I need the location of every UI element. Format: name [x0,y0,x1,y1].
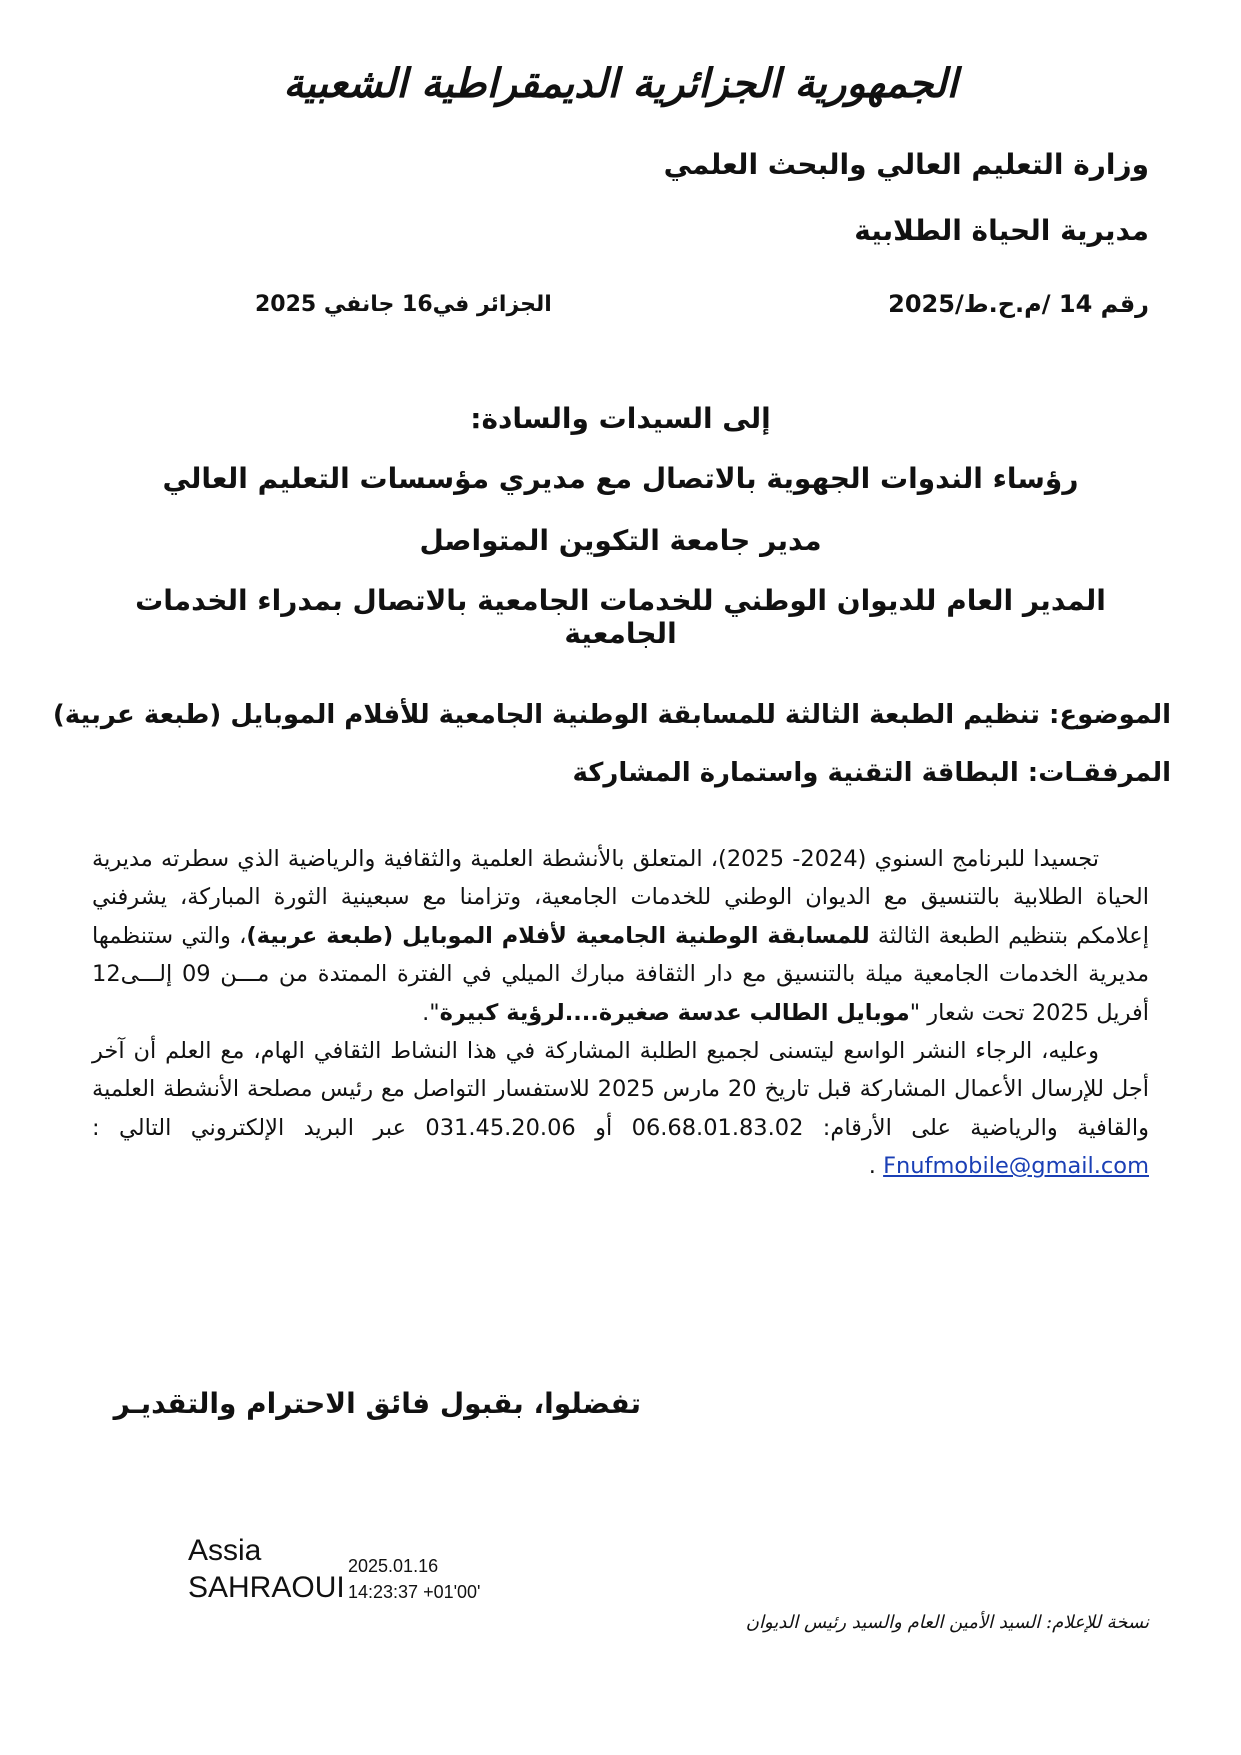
digital-signature-name [188,1532,345,1606]
body-paragraph-1 [92,840,1149,1032]
attachments-line [572,758,1171,788]
signature-time: 14:23:37 +01'00' [348,1582,481,1602]
subject-line [53,700,1171,730]
body-p2-text-b: . [868,1153,884,1180]
closing-formula: تفضلوا، بقبول فائق الاحترام والتقديـر [113,1387,641,1420]
subject-label: الموضوع: [1049,700,1171,730]
signer-first-name: Assia [188,1534,262,1567]
attachments-label: المرفقـات: [1027,758,1171,788]
ministry-name: وزارة التعليم العالي والبحث العلمي [663,148,1149,181]
addressee-line-1: رؤساء الندوات الجهوية بالاتصال مع مديري مؤسسات التعليم العالي [162,462,1079,495]
subject-text: تنظيم الطبعة الثالثة للمسابقة الوطنية الجامعية للأفلام الموبايل (طبعة عربية) [52,700,1049,730]
reference-number: رقم 14 /م.ح.ط/2025 [888,290,1149,318]
body-p1-text-c: ". [422,999,440,1026]
competition-name: للمسابقة الوطنية الجامعية لأفلام الموبايل (طبعة عربية) [246,922,870,949]
email-link[interactable]: Fnufmobile@gmail.com [883,1153,1149,1180]
addressee-line-2: مدير جامعة التكوين المتواصل [419,524,822,557]
copy-to-note: نسخة للإعلام: السيد الأمين العام والسيد رئيس الديوان [745,1612,1149,1633]
signature-date: 2025.01.16 [348,1556,439,1576]
place-date: الجزائر في16 جانفي 2025 [255,292,552,317]
competition-slogan: موبايل الطالب عدسة صغيرة....لرؤية كبيرة [439,999,910,1026]
directorate-name: مديرية الحياة الطلابية [854,214,1149,247]
letter-body [92,840,1149,1186]
attachments-text: البطاقة التقنية واستمارة المشاركة [572,758,1028,788]
digital-signature-stamp [348,1553,481,1605]
republic-heading: الجمهورية الجزائرية الديمقراطية الشعبية [283,60,958,107]
body-paragraph-2 [92,1032,1149,1186]
body-p2-text-a: وعليه، الرجاء النشر الواسع ليتسنى لجميع الطلبة المشاركة في هذا النشاط الثقافي الهام، مع العلم أن آخر أجل للإرسال الأعمال المشاركة قبل تاريخ 20 مارس 2025 للاستفسار التواصل مع رئيس مصلحة الأنشطة العلمية والقافية والرياضية على الأرقام: 06.68.01.83.02 أو 031.45.20.06 عبر البريد الإلكتروني التالي : [92,1038,1150,1141]
body-p1-text-a: تجسيدا للبرنامج السنوي (2024- 2025)، المتعلق بالأنشطة العلمية والثقافية والرياضية الذي سطرته مديرية الحياة الطلابية بالتنسيق مع الديوان الوطني للخدمات الجامعية، وتزامنا مع سبعينية الثورة المباركة، يشرفني إعلامكم بتنظيم الطبعة الثالثة [92,846,1149,949]
addressee-salutation: إلى السيدات والسادة: [470,402,771,435]
addressee-line-3: المدير العام للديوان الوطني للخدمات الجامعية بالاتصال بمدراء الخدمات الجامعية [135,584,1106,650]
signer-last-name: SAHRAOUI [188,1571,345,1604]
body-p1-text-b: ، والتي ستنظمها مديرية الخدمات الجامعية ميلة بالتنسيق مع دار الثقافة مبارك الميلي في الفترة الممتدة من مـــن 09 إلـــى12 أفريل 2025 تحت شعار " [92,922,1149,1026]
